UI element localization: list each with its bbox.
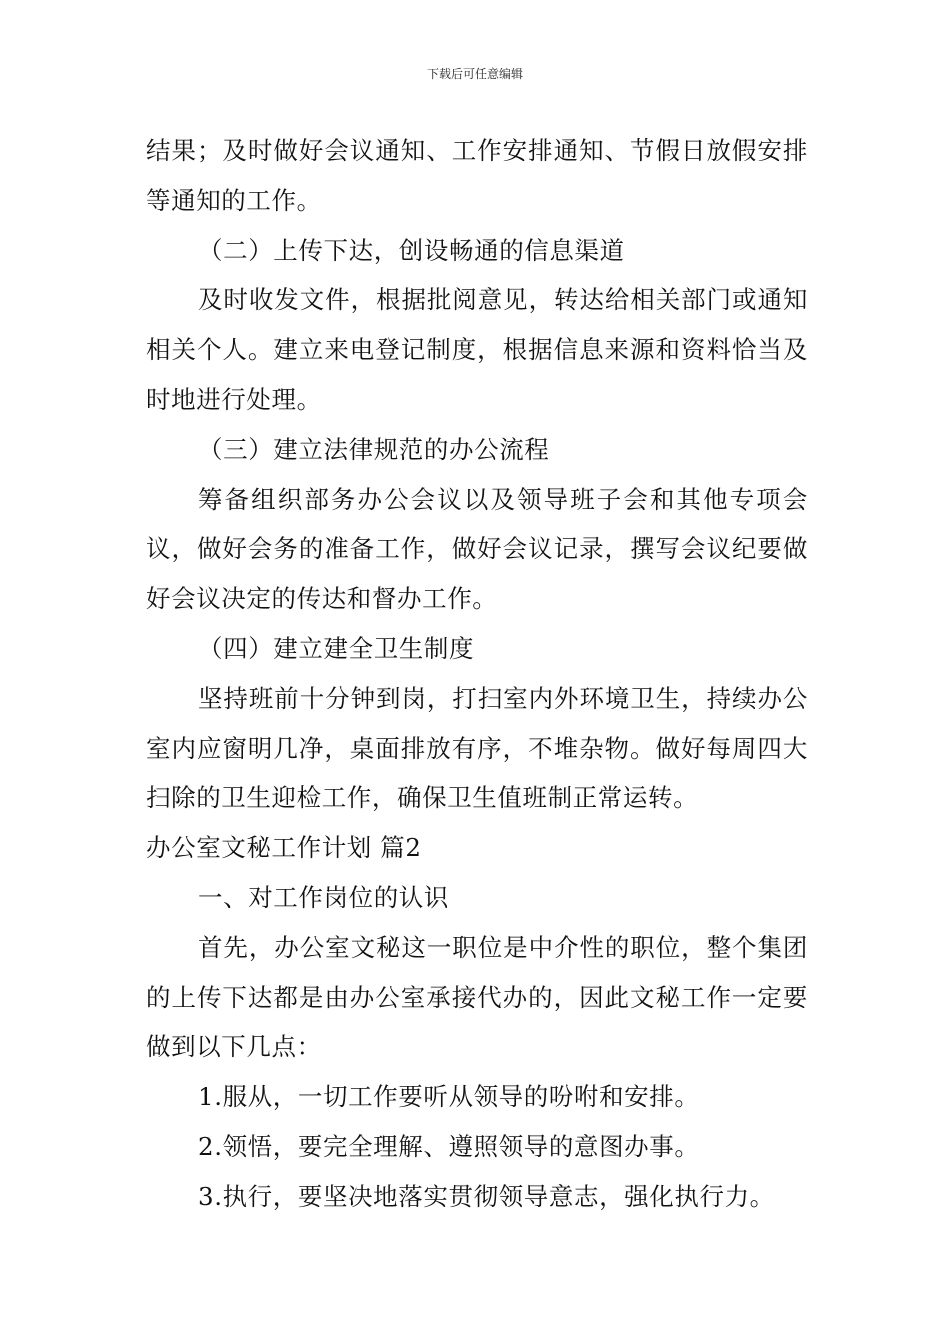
document-body: [146, 126, 808, 1222]
heading-office-process: （三）建立法律规范的办公流程: [198, 434, 550, 464]
heading-information-channel: （二）上传下达，创设畅通的信息渠道: [198, 235, 625, 265]
paragraph-document-handling: 及时收发文件，根据批阅意见，转达给相关部门或通知相关个人。建立来电登记制度，根据信息来源和资料恰当及时地进行处理。: [146, 285, 808, 414]
heading-hygiene-system: （四）建立建全卫生制度: [198, 633, 475, 663]
list-item-execute: 3.执行，要坚决地落实贯彻领导意志，强化执行力。: [198, 1181, 775, 1211]
paragraph-hygiene-duties: 坚持班前十分钟到岗，打扫室内外环境卫生，持续办公室内应窗明几净，桌面排放有序，不堆杂物。做好每周四大扫除的卫生迎检工作，确保卫生值班制正常运转。: [146, 683, 808, 813]
page-header: 下载后可任意编辑: [426, 67, 523, 81]
paragraph-secretary-role: 首先，办公室文秘这一职位是中介性的职位，整个集团的上传下达都是由办公室承接代办的，因此文秘工作一定要做到以下几点：: [146, 932, 808, 1062]
list-item-obey: 1.服从，一切工作要听从领导的吩咐和安排。: [198, 1082, 700, 1112]
list-item-comprehend: 2.领悟，要完全理解、遵照领导的意图办事。: [198, 1131, 700, 1161]
paragraph-meeting-notices: 结果；及时做好会议通知、工作安排通知、节假日放假安排等通知的工作。: [146, 136, 808, 215]
paragraph-meeting-preparation: 筹备组织部务办公会议以及领导班子会和其他专项会议，做好会务的准备工作，做好会议记录，撰写会议纪要做好会议决定的传达和督办工作。: [146, 484, 808, 614]
heading-job-understanding: 一、对工作岗位的认识: [198, 882, 449, 912]
section-title-plan-2: 办公室文秘工作计划 篇2: [146, 833, 422, 863]
